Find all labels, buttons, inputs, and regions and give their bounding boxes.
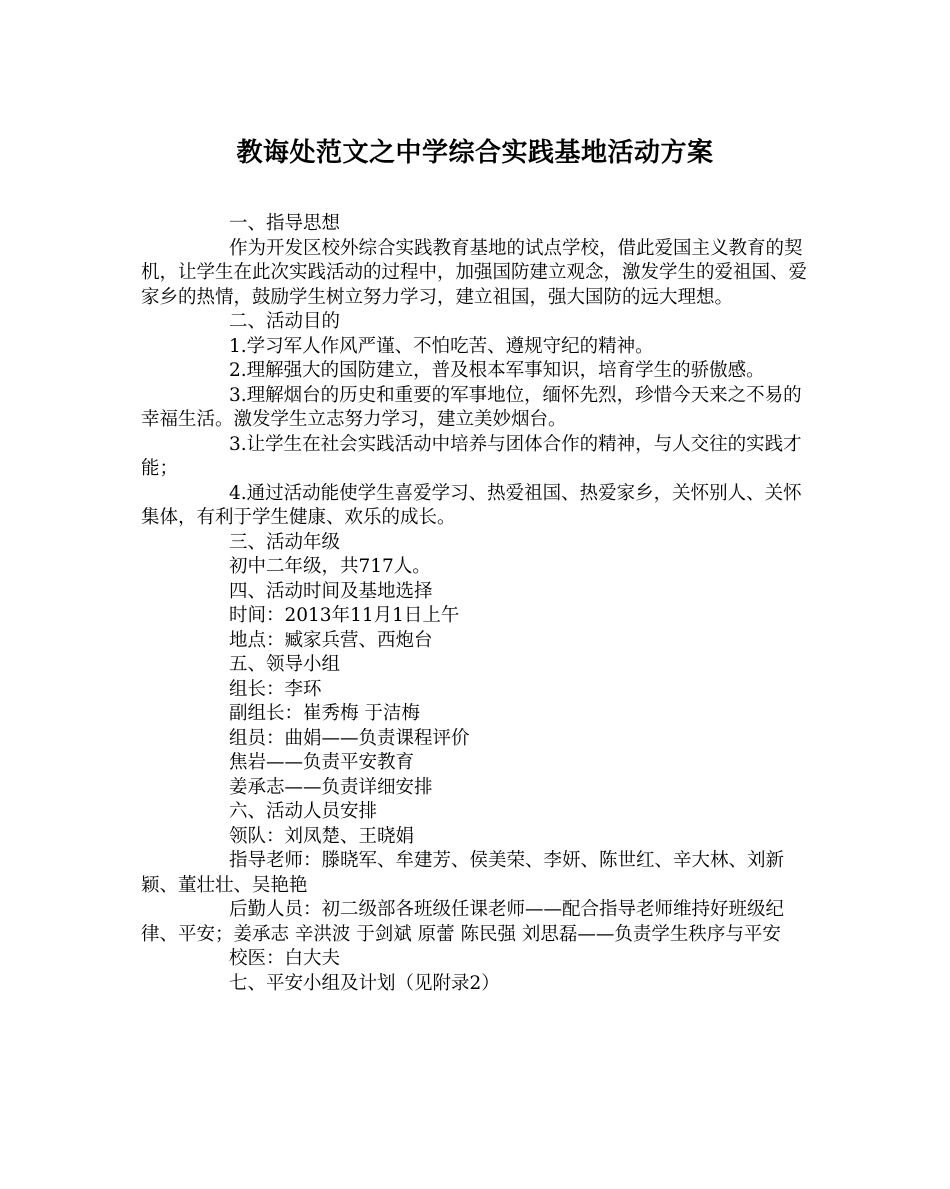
deputy-group-leader: 副组长：崔秀梅 于洁梅: [229, 703, 420, 724]
purpose-item-3: 3.理解烟台的历史和重要的军事地位，缅怀先烈，珍惜今天来之不易的幸福生活。激发学生立志努力学习，建立美妙烟台。: [141, 384, 802, 430]
document-body: [141, 212, 811, 996]
paragraph-guiding-thought: 作为开发区校外综合实践教育基地的试点学校，借此爱国主义教育的契机，让学生在此次实践活动的过程中，加强国防建立观念，激发学生的爱祖国、爱家乡的热情，鼓励学生树立努力学习，建立祖国，强大国防的远大理想。: [141, 237, 808, 308]
group-member-2: 焦岩——负责平安教育: [229, 752, 415, 773]
heading-leadership-group: 五、领导小组: [229, 654, 341, 675]
heading-safety-group: 七、平安小组及计划（见附录2）: [229, 972, 500, 994]
school-doctor: 校医：白大夫: [229, 948, 341, 969]
team-leaders: 领队：刘凤楚、王晓娟: [229, 825, 415, 847]
group-member-3: 姜承志——负责详细安排: [229, 776, 433, 798]
document-title: 教诲处范文之中学综合实践基地活动方案: [236, 138, 714, 168]
group-leader: 组长：李环: [229, 678, 322, 700]
heading-activity-purpose: 二、活动目的: [229, 311, 341, 332]
purpose-item-4: 4.通过活动能使学生喜爱学习、热爱祖国、热爱家乡，关怀别人、关怀集体，有利于学生健康、欢乐的成长。: [141, 482, 802, 528]
heading-guiding-thought: 一、指导思想: [229, 213, 341, 234]
heading-staff-arrangement: 六、活动人员安排: [229, 801, 378, 822]
purpose-item-3b: 3.让学生在社会实践活动中培养与团体合作的精神，与人交往的实践才能；: [141, 433, 802, 479]
activity-location: 地点：臧家兵营、西炮台: [229, 629, 433, 651]
paragraph-activity-grade: 初中二年级，共717人。: [229, 556, 431, 577]
heading-time-and-location: 四、活动时间及基地选择: [229, 580, 433, 602]
logistics-staff: 后勤人员：初二级部各班级任课老师——配合指导老师维持好班级纪律、平安；姜承志 辛洪波 于剑斌 原蕾 陈民强 刘思磊——负责学生秩序与平安: [141, 899, 785, 945]
activity-time: 时间：2013年11月1日上午: [229, 605, 460, 626]
group-member-1: 组员：曲娟——负责课程评价: [229, 727, 470, 749]
purpose-item-1: 1.学习军人作风严谨、不怕吃苦、遵规守纪的精神。: [229, 335, 654, 357]
heading-activity-grade: 三、活动年级: [229, 531, 341, 553]
guiding-teachers: 指导老师：滕晓军、牟建芳、侯美荣、李妍、陈世红、辛大林、刘新颖、董壮壮、吴艳艳: [141, 850, 785, 896]
purpose-item-2: 2.理解强大的国防建立，普及根本军事知识，培育学生的骄傲感。: [229, 360, 765, 381]
